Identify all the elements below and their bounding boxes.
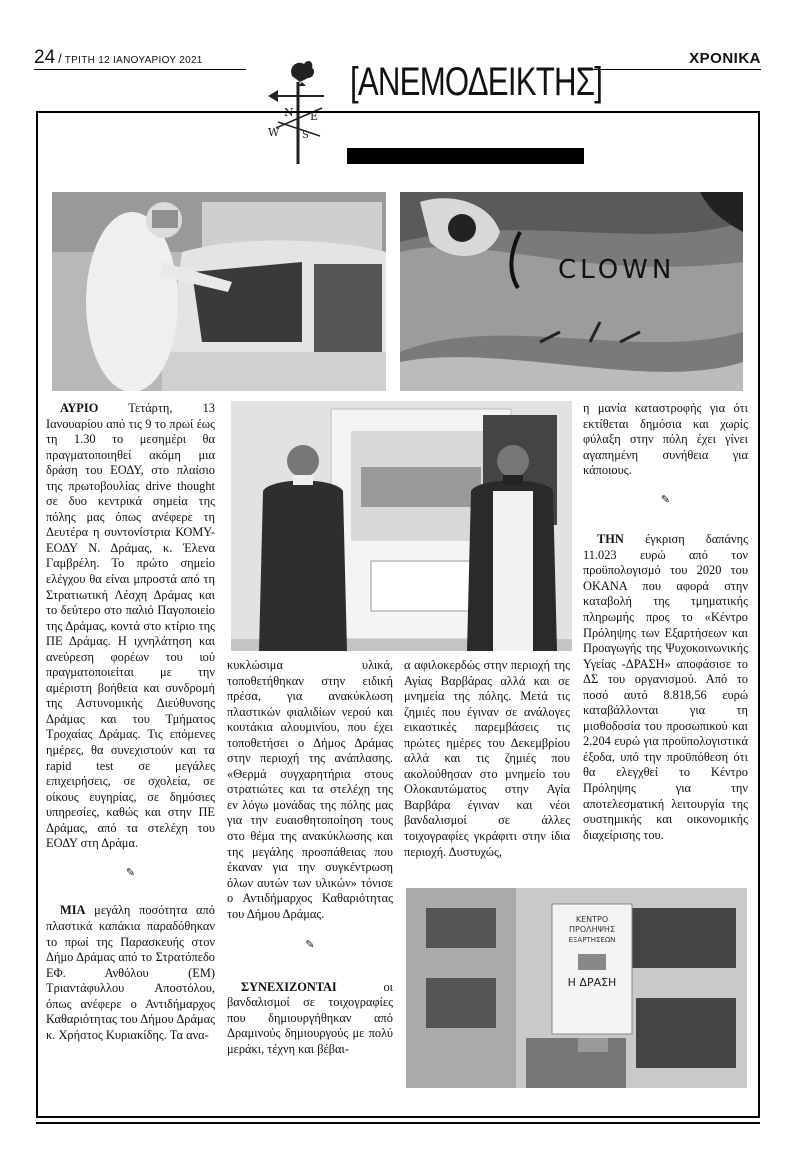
- article-text: έγκριση δαπάνης 11.023 ευρώ από τον προϋπολογισμό του 2020 του ΟΚΑΝΑ που αφορά στην καταβολή της τμηματικής πληρωμής προς το «Κέντρο Πρόληψης των Εξαρτήσεων και Προαγωγής της Ψυχοκοινωνικής Υγείας -ΔΡΑΣΗ» αποφάσισε το ΔΣ του οργανισμού. Από το ποσό αυτό 8.818,56 ευρώ καταβάλλονται για τη μισθοδοσία του προσωπικού και 2.204 ευρώ για προϋπολογιστικά έξοδα, υπό την προϋπόθεση ότι θα ελεγχθεί το Κέντρο Πρόληψης για την αποτελεσματική λειτουργία της συστημικής και οικονομικής διαχείρισης του.: [583, 532, 748, 842]
- article-paragraph: [227, 658, 393, 922]
- article-paragraph: [404, 658, 570, 860]
- graffiti-text: CLOWN: [558, 255, 676, 285]
- article-paragraph: [583, 532, 748, 843]
- svg-text:S: S: [302, 130, 309, 141]
- article-text: οι βανδαλισμοί σε τοιχογραφίες που δημιουργήθηκαν από Δραμινούς δημιουργούς με πολύ μεράκι, τέχνη και βέβαι-: [227, 979, 393, 1057]
- divider-icon: ✎: [660, 493, 671, 506]
- clown-graffiti-photo: [400, 192, 743, 391]
- article-lead: ΜΙΑ: [60, 903, 86, 918]
- column-1: [46, 401, 215, 1043]
- article-text: κυκλώσιμα υλικά, τοποθετήθηκαν στην ειδική πρέσα, για ανακύκλωση πλαστικών φιαλιδίων νερού και κουτάκια αλουμινίου, που έχει τοποθετήσει ο Δήμος Δράμας στην περιοχή της ανάπλασης. «Θερμά συγχαρητήρια στους στρατιώτες και τα στελέχη της εν λόγω μονάδας της πόλης μας για την ευαισθητοποίηση τους στο θέμα της ανακύκλωσης και της μεγάλης προσπάθειας που έκαναν για την συγκέντρωση όλων αυτών των υλικών» τόνισε ο Αντιδήμαρχος Καθαριότητας του Δήμου Δράμας.: [227, 658, 393, 921]
- covid-testing-photo: [52, 192, 386, 391]
- article-lead: ΤΗΝ: [597, 532, 624, 547]
- page-separator: /: [58, 51, 62, 66]
- svg-text:W: W: [268, 126, 280, 139]
- column-4: [583, 401, 748, 843]
- header-rule-right: [583, 69, 761, 70]
- section-name: ΧΡΟΝΙΚΑ: [689, 50, 761, 67]
- sign-line3: ΕΞΑΡΤΗΣΕΩΝ: [568, 936, 616, 944]
- recycling-press-photo: [231, 401, 572, 651]
- svg-text:N: N: [284, 106, 294, 119]
- article-lead: ΣΥΝΕΧΙΖΟΝΤΑΙ: [241, 979, 337, 994]
- divider-icon: ✎: [305, 939, 315, 952]
- column-2: [227, 658, 393, 1058]
- page-number: 24: [34, 47, 56, 68]
- page-header-left: [34, 47, 203, 69]
- header-rule-left: [34, 69, 246, 70]
- svg-text:E: E: [310, 110, 319, 123]
- article-paragraph: [227, 980, 393, 1058]
- issue-date: ΤΡΙΤΗ 12 ΙΑΝΟΥΑΡΙΟΥ 2021: [64, 55, 203, 66]
- sign-name: Η ΔΡΑΣΗ: [567, 976, 617, 989]
- column-title: [ΑΝΕΜΟΔΕΙΚΤΗΣ]: [350, 60, 603, 104]
- sign-line1: ΚΕΝΤΡΟ: [575, 915, 609, 924]
- article-text: Τετάρτη, 13 Ιανουαρίου από τις 9 το πρωί έως τη 1.30 το μεσημέρι θα πραγματοποιηθεί ακόμη μια δράση του ΕΟΔΥ, στο πλαίσιο της πρωτοβουλίας drive thought σε δυο κεντρικά σημεία της πόλης μας όπως ανέφερε τη Δευτέρα η συντονίστρια ΚΟΜΥ-ΕΟΔΥ Ν. Δράμας, κ. Έλενα Γαμβρέλη. Το πρώτο σημείο ελέγχου θα είναι μπροστά από τη Στρατιωτική Λέσχη Δράμας και το δεύτερο στο παλιό Παγοποιείο της Δράμας, κοντά στο κτίριο της ΠΕ Δράμας. Η ιχνηλάτηση και ανεύρεση φορέων του ιού πραγματοποιείται με την αμέριστη βοήθεια και συνδρομή της Αστυνομικής Διεύθυνσης Δράμας και του Τμήματος Τροχαίας Δράμας. Τις επόμενες ημέρες, θα συνεχιστούν και τα rapid test σε μεγάλες επιχειρήσεις, σε σχολεία, σε οίκους ευγηρίας, σε δημόσιες υπηρεσίες, καθώς και στην ΠΕ Δράμας, από τα στελέχη του ΕΟΔΥ στη Δράμα.: [46, 401, 215, 851]
- divider-icon: ✎: [125, 866, 136, 879]
- article-paragraph: [46, 401, 215, 852]
- column-3: [404, 658, 570, 860]
- prevention-center-photo: [406, 888, 747, 1088]
- article-paragraph: [583, 401, 748, 479]
- page-bottom-rule: [36, 1122, 760, 1124]
- sign-line2: ΠΡΟΛΗΨΗΣ: [569, 925, 615, 934]
- article-text: α αφιλοκερδώς στην περιοχή της Αγίας Βαρβάρας αλλά και σε μνημεία της πόλης. Μετά τις ζημιές που έγιναν σε ανάλογες εικαστικές παρεμβάσεις τις πρώτες ημέρες του Δεκεμβρίου αλλά και τις ζημιές που ακολούθησαν στο μνημείο του Ολοκαυτώματος στην Αγία Βαρβάρα έγιναν και νέοι βανδαλισμοί σε άλλες τοιχογραφίες γκράφιτι στην ίδια περιοχή. Δυστυχώς,: [404, 658, 570, 859]
- article-text: μεγάλη ποσότητα από πλαστικά καπάκια παραδόθηκαν το πρωί της Παρασκευής στον Δήμο Δράμας από το Στρατόπεδο ΕΦ. Ανθόλου (ΕΜ) Τριαντάφυλλου Αποστόλου, όπως ανέφερε ο Αντιδήμαρχος Καθαριότητας του Δήμου Δράμας κ. Χρήστος Κυριακίδης. Τα ανα-: [46, 903, 215, 1042]
- article-paragraph: [46, 903, 215, 1043]
- article-lead: ΑΥΡΙΟ: [60, 401, 99, 415]
- article-text: η μανία καταστροφής για ότι εκτίθεται δημόσια και χωρίς φύλαξη στην πόλη έχει γίνει αγαπημένη συνήθεια για κάποιους.: [583, 401, 748, 478]
